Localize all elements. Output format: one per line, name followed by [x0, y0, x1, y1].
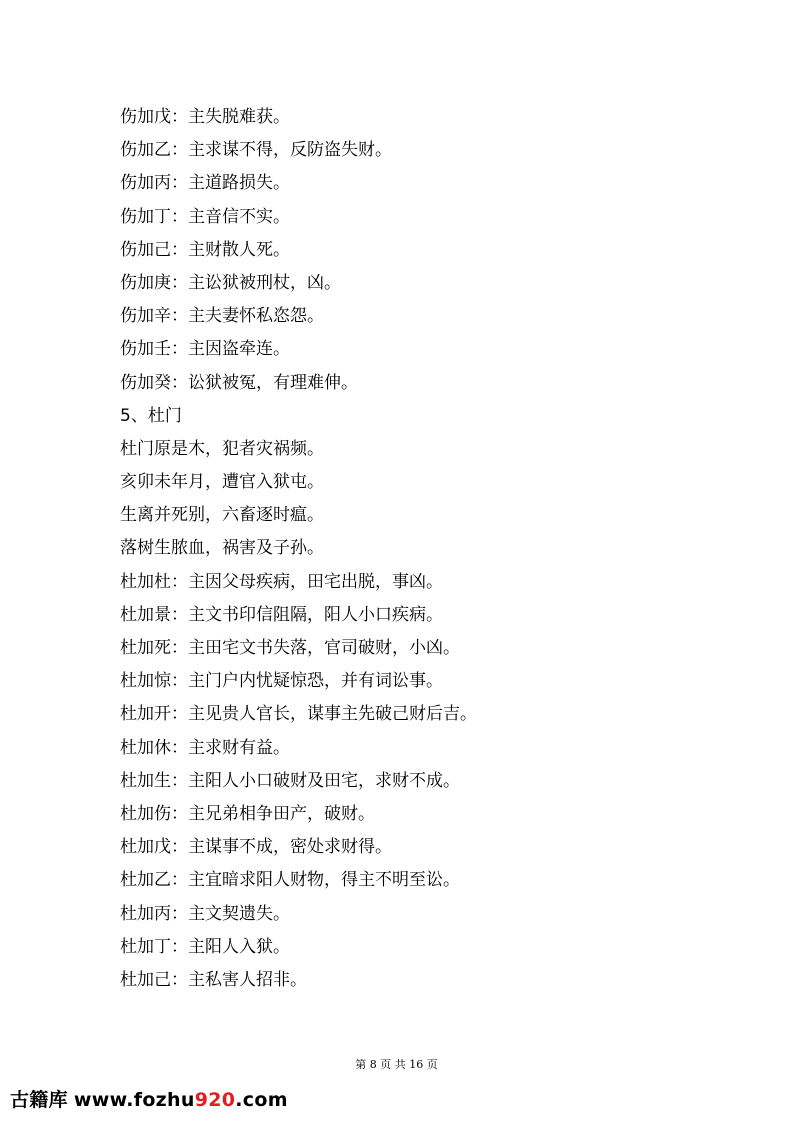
- text-line: 伤加癸：讼狱被冤，有理难伸。: [120, 372, 358, 393]
- text-line: 杜加景：主文书印信阻隔，阳人小口疾病。: [120, 604, 443, 625]
- document-body: [120, 101, 760, 997]
- watermark-url-prefix: www.fozhu: [73, 1089, 195, 1111]
- text-line: 伤加庚：主讼狱被刑杖，凶。: [120, 272, 341, 293]
- text-line: 杜加伤：主兄弟相争田产，破财。: [120, 803, 375, 824]
- text-line: 5、杜门: [120, 405, 182, 426]
- text-line: 伤加辛：主夫妻怀私恣怨。: [120, 306, 324, 327]
- text-line: 落树生脓血，祸害及子孙。: [120, 538, 324, 559]
- text-line: 伤加丙：主道路损失。: [120, 173, 290, 194]
- watermark-url-suffix: .com: [235, 1089, 288, 1111]
- watermark-url-number: 920: [194, 1089, 236, 1111]
- text-line: 伤加己：主财散人死。: [120, 239, 290, 260]
- text-line: 伤加乙：主求谋不得，反防盗失财。: [120, 140, 392, 161]
- text-line: 杜加乙：主宜暗求阳人财物，得主不明至讼。: [120, 870, 460, 891]
- text-line: 杜加生：主阳人小口破财及田宅，求财不成。: [120, 770, 460, 791]
- text-line: 杜门原是木，犯者灾祸频。: [120, 438, 324, 459]
- text-line: 杜加己：主私害人招非。: [120, 969, 307, 990]
- text-line: 杜加丙：主文契遗失。: [120, 903, 290, 924]
- page-number-footer: 第 8 页 共 16 页: [355, 1058, 438, 1071]
- text-line: 杜加开：主见贵人官长，谋事主先破己财后吉。: [120, 704, 477, 725]
- text-line: 生离并死别，六畜逐时瘟。: [120, 505, 324, 526]
- text-line: 杜加丁：主阳人入狱。: [120, 936, 290, 957]
- text-line: 杜加杜：主因父母疾病，田宅出脱，事凶。: [120, 571, 443, 592]
- text-line: 伤加丁：主音信不实。: [120, 206, 290, 227]
- site-watermark: [10, 1087, 288, 1113]
- text-line: 杜加惊：主门户内忧疑惊恐，并有词讼事。: [120, 671, 443, 692]
- text-line: 伤加戊：主失脱难获。: [120, 107, 290, 127]
- text-line: 杜加死：主田宅文书失落，官司破财，小凶。: [120, 638, 460, 658]
- text-line: 伤加壬：主因盗牵连。: [120, 339, 290, 360]
- text-line: 亥卯未年月，遭官入狱屯。: [120, 472, 324, 493]
- watermark-site-name: 古籍库: [10, 1089, 68, 1111]
- text-line: 杜加戊：主谋事不成，密处求财得。: [120, 837, 392, 858]
- text-line: 杜加休：主求财有益。: [120, 737, 290, 758]
